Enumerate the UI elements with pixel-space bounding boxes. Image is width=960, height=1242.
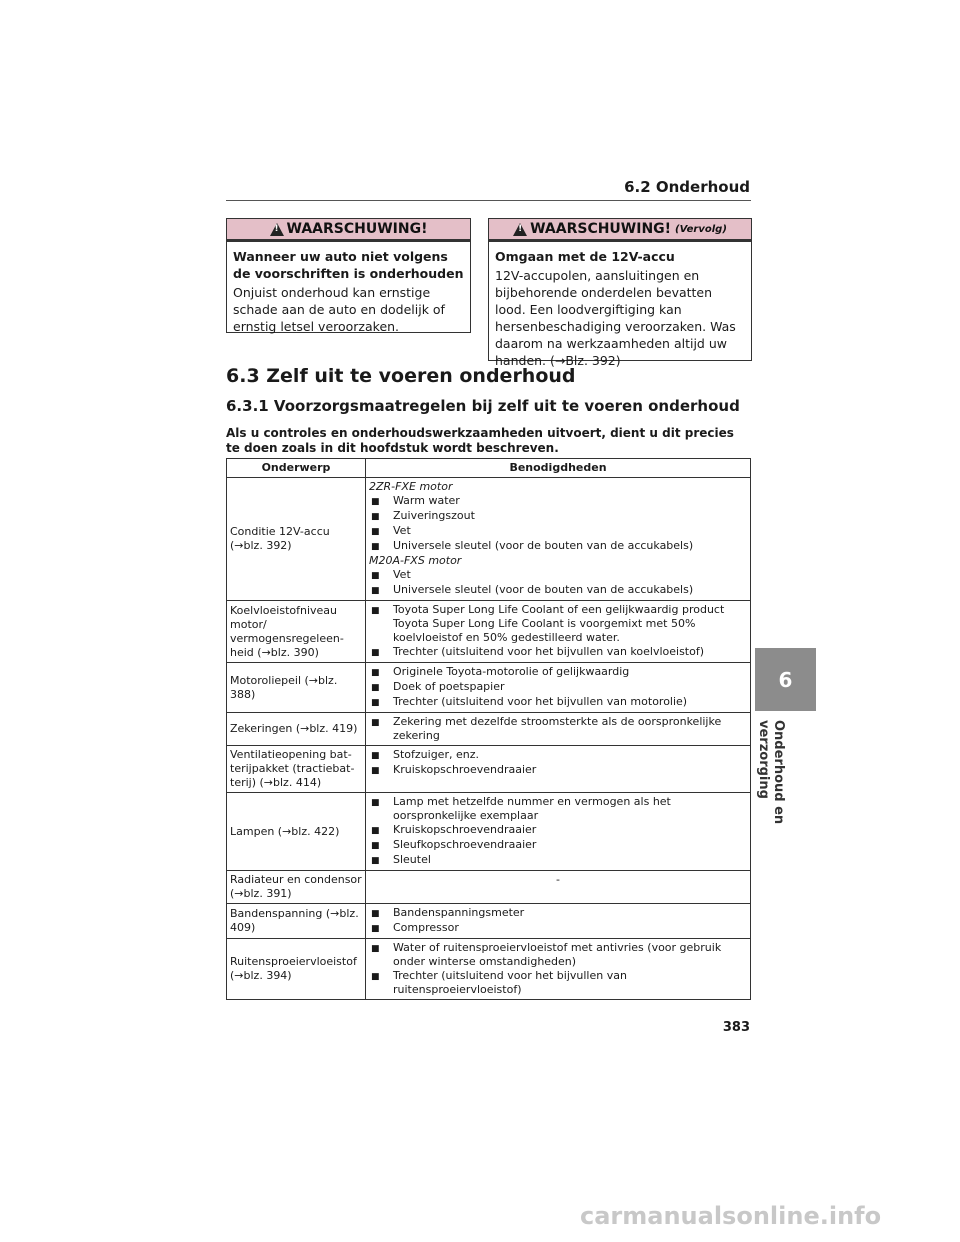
motor-label: M20A-FXS motor	[369, 554, 462, 567]
list-item-text: Bandenspanningsmeter	[393, 906, 525, 919]
bullet-icon	[369, 539, 393, 554]
topic-cell: Conditie 12V-accu (→blz. 392)	[227, 478, 366, 601]
list-item-text: Vet	[393, 524, 411, 537]
running-header: 6.2 Onderhoud	[624, 178, 750, 196]
list-item-text: Toyota Super Long Life Coolant of een gelijkwaardig product Toyota Super Long Life Coolant is voorgemixt met 50% koelvloeistof en 50% gedestilleerd water.	[393, 603, 725, 644]
bullet-icon	[369, 969, 393, 997]
warning-heading: Wanneer uw auto niet volgens de voorschriften is onderhouden	[233, 249, 464, 281]
list-item-text: Kruiskopschroevendraaier	[393, 823, 537, 836]
list-item	[369, 665, 747, 680]
empty-dash: -	[556, 873, 560, 886]
supplies-cell	[366, 663, 751, 713]
bullet-icon	[369, 680, 393, 695]
table-row	[227, 601, 751, 663]
bullet-icon	[369, 494, 393, 509]
section-title: 6.3 Zelf uit te voeren onderhoud	[226, 365, 576, 387]
table-row	[227, 478, 751, 601]
list-item	[369, 568, 747, 583]
list-item	[369, 695, 747, 710]
warning-header	[489, 219, 751, 242]
supplies-cell	[366, 601, 751, 663]
list-item	[369, 524, 747, 539]
table-row	[227, 904, 751, 939]
list-item	[369, 941, 747, 969]
bullet-icon	[369, 645, 393, 660]
bullet-icon	[369, 838, 393, 853]
warning-title: WAARSCHUWING!	[286, 221, 428, 237]
watermark: carmanualsonline.info	[580, 1202, 882, 1230]
supplies-cell	[366, 939, 751, 1000]
list-item	[369, 969, 747, 997]
list-item-text: Originele Toyota-motorolie of gelijkwaardig	[393, 665, 630, 678]
table-row	[227, 871, 751, 904]
bullet-icon	[369, 921, 393, 936]
column-header-supplies: Benodigdheden	[366, 459, 751, 478]
list-item-text: Universele sleutel (voor de bouten van de accukabels)	[393, 539, 694, 552]
list-item-text: Sleutel	[393, 853, 431, 866]
table-row	[227, 713, 751, 746]
topic-cell: Ventilatieopening bat-terijpakket (tractiebat-terij) (→blz. 414)	[227, 746, 366, 793]
list-item-text: Trechter (uitsluitend voor het bijvullen van koelvloeistof)	[393, 645, 705, 658]
list-item	[369, 748, 747, 763]
bullet-icon	[369, 823, 393, 838]
list-item	[369, 763, 747, 778]
bullet-icon	[369, 568, 393, 583]
column-header-topic: Onderwerp	[227, 459, 366, 478]
table-row	[227, 663, 751, 713]
list-item-text: Lamp met hetzelfde nummer en vermogen als het oorspronkelijke exemplaar	[393, 795, 671, 822]
chapter-label: Onderhoud en verzorging	[756, 720, 786, 825]
topic-cell: Zekeringen (→blz. 419)	[227, 713, 366, 746]
supplies-cell	[366, 871, 751, 904]
topic-cell: Koelvloeistofniveau motor/ vermogensregeleen-heid (→blz. 390)	[227, 601, 366, 663]
topic-cell: Bandenspanning (→blz. 409)	[227, 904, 366, 939]
supplies-cell	[366, 793, 751, 871]
list-item-text: Zuiveringszout	[393, 509, 475, 522]
table-row	[227, 793, 751, 871]
bullet-icon	[369, 524, 393, 539]
warning-icon	[270, 223, 284, 236]
list-item	[369, 795, 747, 823]
list-item	[369, 838, 747, 853]
list-item-text: Trechter (uitsluitend voor het bijvullen van ruitensproeiervloeistof)	[393, 969, 627, 996]
warning-box-left	[226, 218, 471, 333]
table-row	[227, 746, 751, 793]
warning-heading: Omgaan met de 12V-accu	[495, 249, 675, 264]
supplies-cell	[366, 478, 751, 601]
motor-label: 2ZR-FXE motor	[369, 480, 453, 493]
list-item-text: Water of ruitensproeiervloeistof met antivries (voor gebruik onder winterse omstandigheden)	[393, 941, 722, 968]
supplies-cell	[366, 746, 751, 793]
list-item	[369, 539, 747, 554]
bullet-icon	[369, 583, 393, 598]
warning-header	[227, 219, 470, 242]
list-item	[369, 583, 747, 598]
chapter-tab: 6	[755, 648, 816, 711]
list-item-text: Kruiskopschroevendraaier	[393, 763, 537, 776]
list-item	[369, 494, 747, 509]
header-rule	[226, 200, 751, 201]
list-item	[369, 906, 747, 921]
list-item-text: Zekering met dezelfde stroomsterkte als de oorspronkelijke zekering	[393, 715, 722, 742]
list-item-text: Compressor	[393, 921, 459, 934]
list-item	[369, 853, 747, 868]
bullet-icon	[369, 695, 393, 710]
list-item-text: Trechter (uitsluitend voor het bijvullen van motorolie)	[393, 695, 688, 708]
bullet-icon	[369, 603, 393, 645]
bullet-icon	[369, 941, 393, 969]
table-row	[227, 939, 751, 1000]
bullet-icon	[369, 748, 393, 763]
list-item-text: Stofzuiger, enz.	[393, 748, 479, 761]
list-item	[369, 715, 747, 743]
list-item-text: Vet	[393, 568, 411, 581]
warning-box-right	[488, 218, 752, 368]
bullet-icon	[369, 795, 393, 823]
list-item-text: Warm water	[393, 494, 460, 507]
list-item-text: Universele sleutel (voor de bouten van de accukabels)	[393, 583, 694, 596]
topic-cell: Lampen (→blz. 422)	[227, 793, 366, 871]
bullet-icon	[369, 715, 393, 743]
supplies-cell	[366, 713, 751, 746]
supplies-cell	[366, 904, 751, 939]
topic-cell: Motoroliepeil (→blz. 388)	[227, 663, 366, 713]
list-item	[369, 509, 747, 524]
bullet-icon	[369, 906, 393, 921]
warning-icon	[513, 223, 527, 236]
warning-title: WAARSCHUWING!	[530, 221, 672, 237]
subsection-title: 6.3.1 Voorzorgsmaatregelen bij zelf uit te voeren onderhoud	[226, 397, 740, 415]
bullet-icon	[369, 665, 393, 680]
supplies-table	[226, 458, 751, 1000]
list-item	[369, 823, 747, 838]
bullet-icon	[369, 853, 393, 868]
list-item	[369, 603, 747, 645]
list-item	[369, 645, 747, 660]
topic-cell: Radiateur en condensor (→blz. 391)	[227, 871, 366, 904]
topic-cell: Ruitensproeiervloeistof (→blz. 394)	[227, 939, 366, 1000]
warning-text: 12V-accupolen, aansluitingen en bijbehorende onderdelen bevatten lood. Een loodvergiftiging kan hersenbeschadiging veroorzaken. Was daarom na werkzaamheden altijd uw handen. (→Blz. 392)	[495, 268, 736, 368]
list-item	[369, 921, 747, 936]
warning-text: Onjuist onderhoud kan ernstige schade aan de auto en dodelijk of ernstig letsel veroorzaken.	[233, 285, 445, 334]
list-item-text: Sleufkopschroevendraaier	[393, 838, 537, 851]
warning-continued: (Vervolg)	[675, 223, 727, 235]
intro-text: Als u controles en onderhoudswerkzaamheden uitvoert, dient u dit precies te doen zoals in dit hoofdstuk wordt beschreven.	[226, 426, 734, 455]
bullet-icon	[369, 763, 393, 778]
bullet-icon	[369, 509, 393, 524]
page-number: 383	[722, 1020, 750, 1035]
list-item-text: Doek of poetspapier	[393, 680, 505, 693]
list-item	[369, 680, 747, 695]
